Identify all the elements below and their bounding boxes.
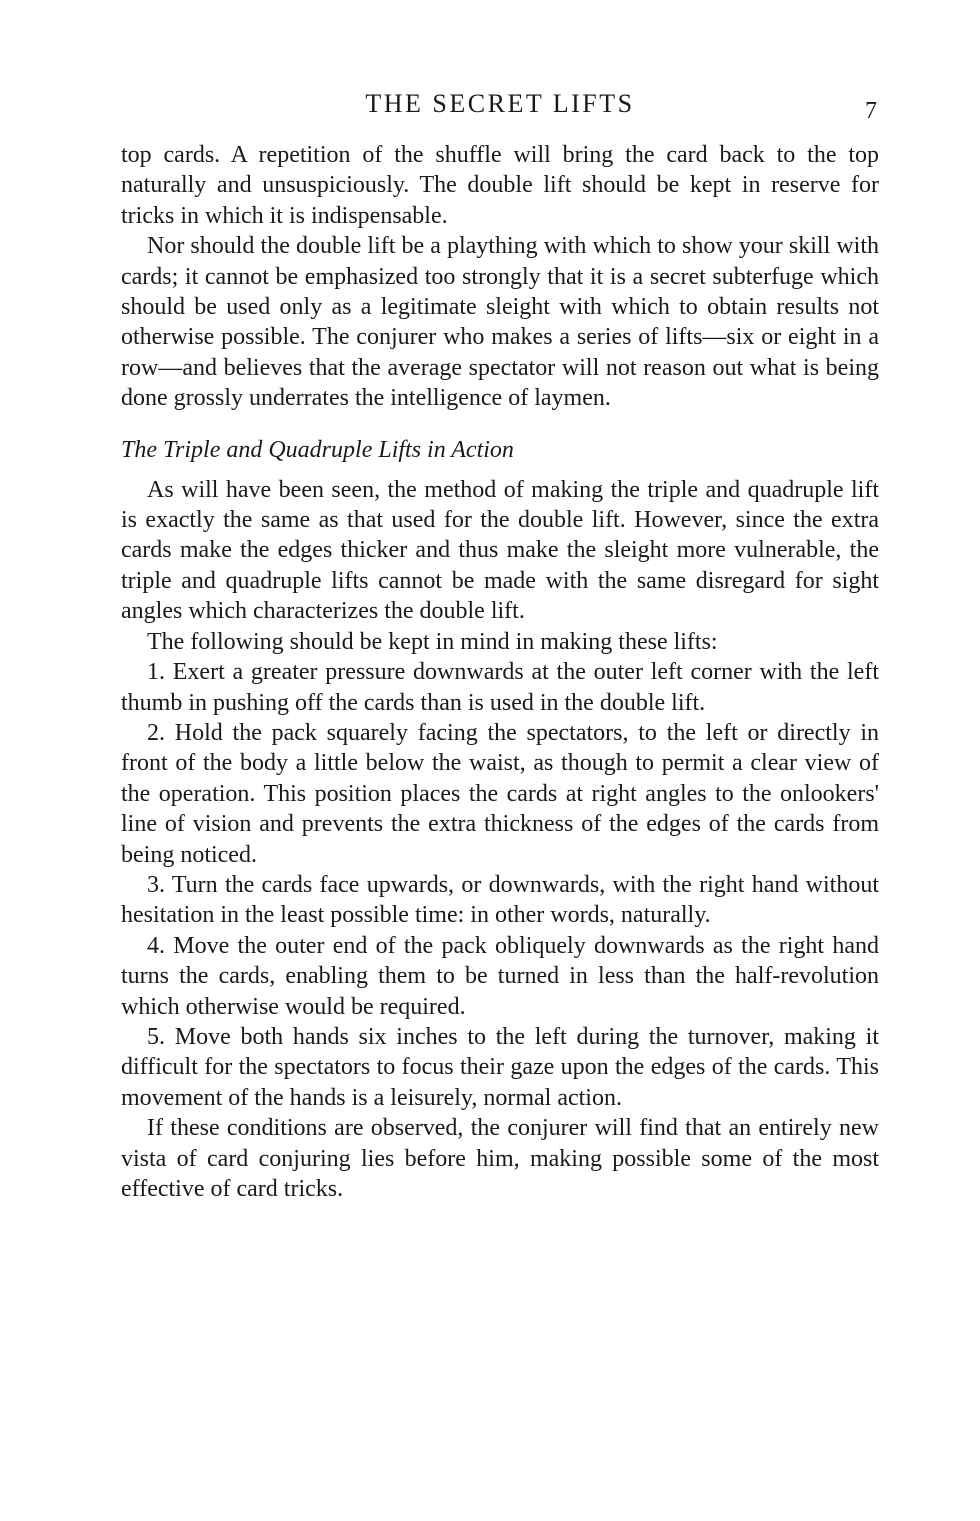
running-head [121, 88, 879, 126]
book-page [121, 88, 879, 1204]
paragraph: As will have been seen, the method of making the triple and quadruple lift is exactly the same as that used for the double lift. However, since the extra cards make the edges thicker and thus make the sleight more vulnerable, the triple and quadruple lifts cannot be made with the same disregard for sight angles which characterizes the double lift. [121, 476, 879, 625]
paragraph: The following should be kept in mind in making these lifts: [147, 628, 718, 655]
paragraph-continued: top cards. A repetition of the shuffle will bring the card back to the top naturally and unsuspiciously. The double lift should be kept in reserve for tricks in which it is indispensable. [121, 142, 879, 229]
paragraph: Nor should the double lift be a plaything with which to show your skill with cards; it cannot be emphasized too strongly that it is a secret subterfuge which should be used only as a legitimate sleight with which to obtain results not otherwise possible. The conjurer who makes a series of lifts—six or eight in a row—and believes that the average spectator will not reason out what is being done grossly underrates the intelligence of laymen. [121, 233, 879, 412]
body-text [121, 140, 879, 1204]
list-item: 5. Move both hands six inches to the left during the turnover, making it difficult for the spectators to focus their gaze upon the edges of the cards. This movement of the hands is a leisurely, normal action. [121, 1023, 879, 1111]
list-item: 2. Hold the pack squarely facing the spectators, to the left or directly in front of the body a little below the waist, as though to permit a clear view of the operation. This position places the cards at right angles to the onlookers' line of vision and prevents the extra thickness of the edges of the cards from being noticed. [121, 719, 879, 868]
list-item: 1. Exert a greater pressure downwards at the outer left corner with the left thumb in pushing off the cards than is used in the double lift. [121, 659, 879, 716]
list-item: 3. Turn the cards face upwards, or downwards, with the right hand without hesitation in the least possible time: in other words, naturally. [121, 871, 879, 929]
paragraph: If these conditions are observed, the conjurer will find that an entirely new vista of card conjuring lies before him, making possible some of the most effective of card tricks. [121, 1115, 879, 1202]
list-item: 4. Move the outer end of the pack obliquely downwards as the right hand turns the cards, enabling them to be turned in less than the half-revolution which otherwise would be required. [121, 932, 879, 1020]
page-number: 7 [865, 98, 877, 124]
running-title: THE SECRET LIFTS [365, 89, 635, 118]
section-heading: The Triple and Quadruple Lifts in Action [121, 436, 514, 463]
